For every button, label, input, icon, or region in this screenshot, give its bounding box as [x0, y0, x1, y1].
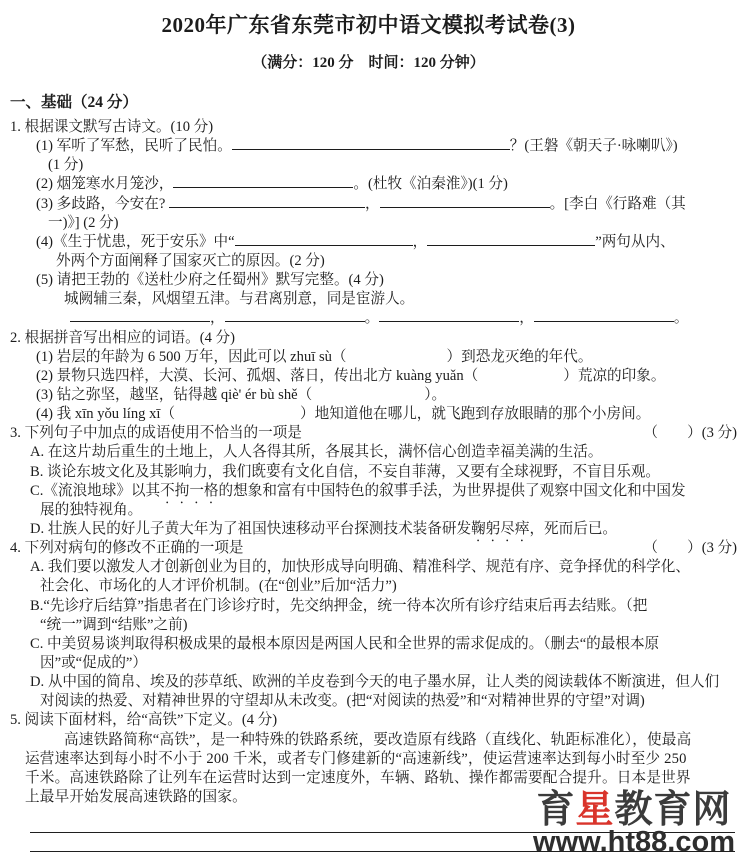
text-segment: B.“先诊疗后结算”指患者在门诊诊疗时，先交纳押金，统一待本次所有诊疗结束后再去结账。（把 [30, 597, 648, 614]
text-segment: ， [412, 233, 428, 250]
emphasized-text: 鞠躬尽瘁 [471, 520, 530, 537]
text-segment: 运营速率达到每小时不小于 200 千米，或者专门修建新的“高速新线”，使运营速率达到每小时至少 250 [25, 750, 687, 767]
answer-blank [380, 193, 550, 207]
answer-gap [175, 405, 300, 418]
text-line [0, 192, 737, 211]
text-line [0, 689, 737, 708]
text-segment: 上最早开始发展高速铁路的国家。 [25, 788, 247, 805]
text-segment: (3) 钻之弥坚，越坚，钻得越 qiè' ér bù shě（ [36, 386, 313, 403]
section-heading: 一、基础（24 分） [10, 94, 138, 111]
text-segment: (1) 军听了军愁，民听了民怕。 [36, 138, 232, 155]
text-segment: 高速铁路简称“高铁”，是一种特殊的铁路系统，要改造原有线路（直线化、轨距标准化），使最高 [64, 731, 692, 748]
answer-blank [70, 308, 210, 322]
text-segment: 。 [673, 310, 689, 327]
text-segment: D. 壮族人民的好儿子黄大年为了祖国快速移动平台探测技术装备研发 [30, 520, 472, 537]
text-line [0, 651, 737, 670]
text-segment: 因”或“促成的”） [40, 654, 147, 671]
text-segment: （ ）(3 分) [643, 540, 737, 557]
watermark-brand-suffix: 教育网 [614, 789, 732, 831]
text-line [0, 632, 737, 651]
text-line [0, 670, 737, 689]
answer-gap [347, 348, 447, 361]
answer-blank [169, 193, 365, 207]
text-segment: ）到恐龙灭绝的年代。 [446, 348, 593, 365]
text-line [0, 613, 737, 632]
text-segment: 一)》] (2 分) [48, 214, 119, 231]
emphasized-text: 不拘一格 [160, 482, 219, 499]
text-line [0, 134, 737, 153]
text-segment: 展的独特视角。 [40, 501, 143, 518]
text-line [0, 153, 737, 172]
text-segment: 对阅读的热爱、对精神世界的守望却从未改变。(把“对阅读的热爱”和“对精神世界的守望”对调) [40, 693, 645, 710]
emphasized-text: 各得其所 [252, 444, 311, 461]
text-segment: A. 在这片劫后重生的土地上，人人 [30, 444, 253, 461]
text-segment: (4)《生于忧患，死于安乐》中“ [36, 233, 235, 250]
text-segment: (1) 岩层的年龄为 6 500 万年，因此可以 zhuī sù（ [36, 348, 347, 365]
text-line [0, 249, 737, 268]
text-segment: 千米。高速铁路除了让列车在运营时达到一定速度外，车辆、路轨、操作都需要配合提升。日本是世界 [25, 769, 691, 786]
text-segment: ？(王磐《朝天子·咏喇叭》) [509, 138, 678, 155]
text-line [0, 421, 737, 440]
text-segment: 2. 根据拼音写出相应的词语。(4 分) [10, 329, 235, 346]
text-line [0, 172, 737, 191]
text-segment: 的想象和富有中国特色的叙事手法，为世界提供了观察中国文化和中国发 [218, 482, 686, 499]
text-segment: ， [519, 310, 534, 327]
text-segment: 。 [364, 310, 380, 327]
text-line [0, 306, 737, 325]
exam-paper-page [0, 12, 737, 858]
text-segment: (2) 烟笼寒水月笼沙， [36, 176, 174, 193]
text-line [0, 517, 737, 536]
text-segment: 5. 阅读下面材料，给“高铁”下定义。(4 分) [10, 712, 278, 729]
text-segment: (2) 景物只选四样，大漠、长河、孤烟、落日，传出北方 kuàng yuǎn（ [36, 367, 479, 384]
answer-blank [225, 308, 365, 322]
text-segment: A. 我们要以激发人才创新创业为目的，加快形成导向明确、精准科学、规范有序、竞争择优的科学化、 [30, 559, 690, 576]
answer-blank [534, 308, 674, 322]
text-segment: ”两句从内、 [595, 233, 675, 250]
text-segment: ，死而后已。 [529, 520, 618, 537]
text-line [0, 383, 737, 402]
watermark-brand-prefix: 育 [536, 789, 576, 831]
text-segment: “统一”调到“结账”之前) [40, 616, 188, 633]
text-segment: ，各展其长，满怀信心创造幸福美满的生活。 [310, 444, 603, 461]
text-segment: (1 分) [48, 157, 84, 174]
text-segment: 社会化、市场化的人才评价机制。(在“创业”后加“活力”) [40, 578, 397, 595]
text-line [0, 268, 737, 287]
text-line [0, 536, 737, 555]
text-line [0, 555, 737, 574]
text-segment: 。[李白《行路难（其 [549, 195, 686, 212]
text-segment: 3. 下列句子中加点的成语使用不恰当的一项是 [10, 425, 302, 442]
text-line [0, 326, 737, 345]
text-segment: C.《流浪地球》以其 [30, 482, 161, 499]
answer-gap [478, 367, 563, 380]
text-segment: ， [364, 195, 380, 212]
page-subtitle: （满分：120 分 时间：120 分钟） [252, 55, 485, 71]
text-line [0, 440, 737, 459]
answer-blank [427, 232, 595, 246]
text-segment: 4. 下列对病句的修改不正确的一项是 [10, 540, 244, 557]
emphasized-text: 妄自菲薄 [382, 463, 442, 480]
answer-blank [235, 232, 413, 246]
text-segment: C. 中美贸易谈判取得积极成果的最根本原因是两国人民和全世界的需求促成的。（删去“的最根本原 [30, 635, 660, 652]
text-segment: ）荒凉的印象。 [563, 367, 666, 384]
text-line [0, 211, 737, 230]
watermark-brand [533, 789, 735, 831]
text-line [0, 766, 737, 785]
text-line [0, 498, 737, 517]
text-segment: 城阙辅三秦，风烟望五津。与君离别意，同是宦游人。 [64, 291, 415, 308]
text-segment: (4) 我 xīn yǒu líng xī（ [36, 406, 176, 423]
watermark [533, 789, 735, 858]
text-segment: B. 谈论东坡文化及其影响力，我们既要有文化自信，不 [30, 463, 383, 480]
text-segment: ， [210, 310, 225, 327]
answer-blank [379, 308, 519, 322]
text-segment: 。(杜牧《泊秦淮》)(1 分) [353, 176, 508, 193]
text-segment: ）地知道他在哪儿，就飞跑到存放眼睛的那个小房间。 [300, 406, 651, 423]
text-line [0, 287, 737, 306]
text-line [0, 230, 737, 249]
answer-blank [232, 136, 510, 150]
text-line [0, 747, 737, 766]
text-line [0, 708, 737, 727]
watermark-url: www.ht88.com [533, 826, 735, 858]
text-line [0, 594, 737, 613]
text-line [0, 479, 737, 498]
document-lines [0, 115, 737, 804]
text-segment: 外两个方面阐释了国家灭亡的原因。(2 分) [56, 252, 325, 269]
text-line [0, 115, 737, 134]
text-line [0, 345, 737, 364]
text-segment: （ ）(3 分) [643, 425, 737, 442]
text-segment: 1. 根据课文默写古诗文。(10 分) [10, 119, 214, 135]
text-line [0, 364, 737, 383]
text-segment: ，又要有全球视野，不盲目乐观。 [441, 463, 661, 480]
text-segment: (5) 请把王勃的《送杜少府之任蜀州》默写完整。(4 分) [36, 272, 384, 289]
page-title: 2020年广东省东莞市初中语文模拟考试卷(3) [161, 13, 576, 37]
text-segment: (3) 多歧路，今安在? [36, 195, 169, 212]
text-line [0, 402, 737, 421]
text-segment: ）。 [424, 386, 447, 403]
text-line [0, 728, 737, 747]
answer-blank [173, 174, 353, 188]
text-segment: D. 从中国的简帛、埃及的莎草纸、欧洲的羊皮卷到今天的电子墨水屏，让人类的阅读载体不断演进，但人们 [30, 674, 720, 691]
text-line [0, 574, 737, 593]
answer-gap [312, 386, 424, 399]
text-line [0, 460, 737, 479]
watermark-brand-accent: 星 [575, 789, 615, 831]
